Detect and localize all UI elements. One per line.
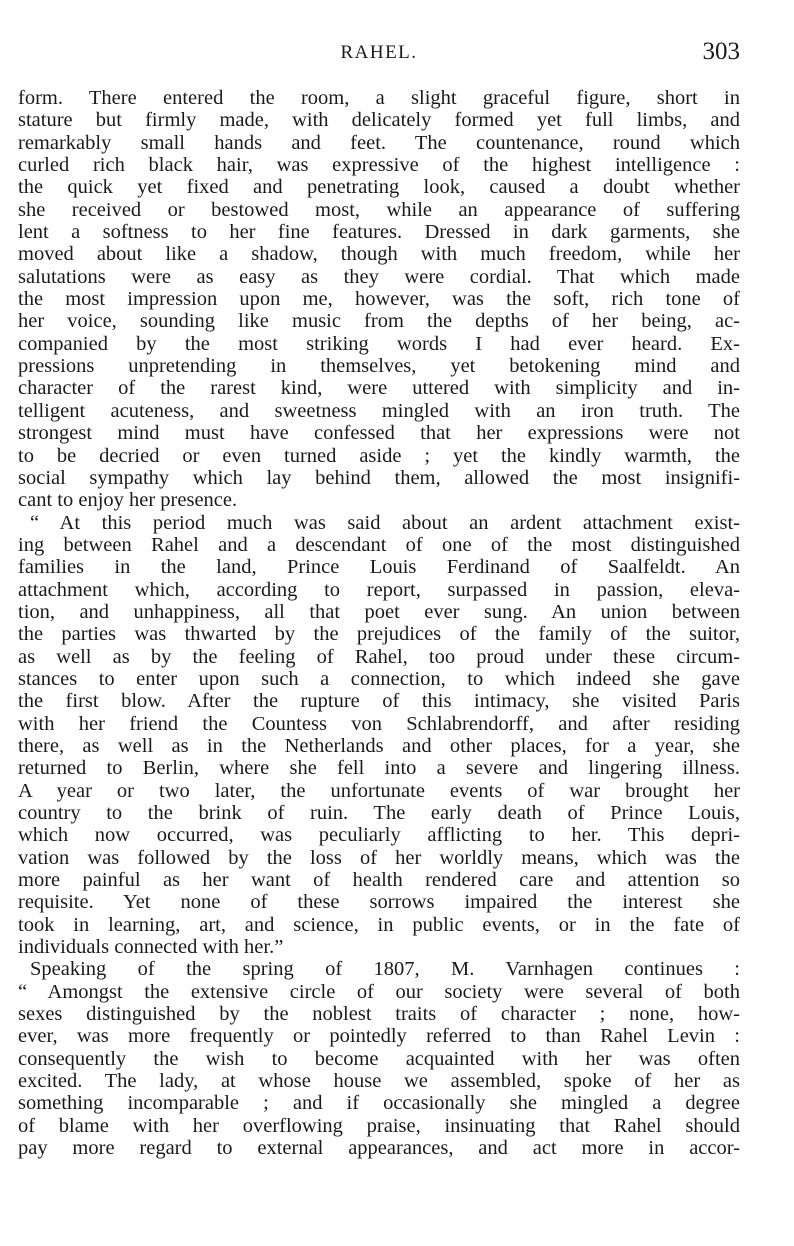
text-line: families in the land, Prince Louis Ferdinand of Saalfeldt. An [18, 556, 740, 579]
text-line: ing between Rahel and a descendant of one of the most distinguished [18, 533, 740, 556]
text-line: ever, was more frequently or pointedly referred to than Rahel Levin : [18, 1025, 740, 1048]
text-line: “ Amongst the extensive circle of our society were several of both [18, 980, 740, 1003]
text-line: the most impression upon me, however, was the soft, rich tone of [18, 288, 740, 311]
text-line: consequently the wish to become acquainted with her was often [18, 1047, 740, 1070]
text-line: took in learning, art, and science, in public events, or in the fate of [18, 913, 740, 936]
text-line: there, as well as in the Netherlands and other places, for a year, she [18, 734, 740, 757]
text-line: to be decried or even turned aside ; yet the kindly warmth, the [18, 444, 740, 467]
text-line: something incomparable ; and if occasionally she mingled a degree [18, 1092, 740, 1115]
text-line: “ At this period much was said about an ardent attachment exist- [30, 511, 740, 534]
text-line: stature but firmly made, with delicately formed yet full limbs, and [18, 109, 740, 132]
running-title: RAHEL. [340, 42, 418, 63]
text-line: the first blow. After the rupture of this intimacy, she visited Paris [18, 690, 740, 713]
text-line: attachment which, according to report, surpassed in passion, eleva- [18, 578, 740, 601]
text-line: country to the brink of ruin. The early death of Prince Louis, [18, 802, 740, 824]
text-line: curled rich black hair, was expressive of the highest intelligence : [18, 154, 740, 177]
text-line: which now occurred, was peculiarly afflicting to her. This depri- [18, 824, 740, 847]
text-line: more painful as her want of health rendered care and attention so [18, 869, 740, 892]
text-line: companied by the most striking words I had ever heard. Ex- [18, 332, 740, 355]
text-line: cant to enjoy her presence. [18, 489, 238, 512]
text-line: remarkably small hands and feet. The countenance, round which [18, 131, 740, 154]
text-line: vation was followed by the loss of her worldly means, which was the [18, 846, 740, 869]
text-line: with her friend the Countess von Schlabrendorff, and after residing [18, 712, 740, 735]
text-line: the parties was thwarted by the prejudices of the family of the suitor, [18, 623, 740, 646]
text-line: her voice, sounding like music from the depths of her being, ac- [18, 310, 740, 333]
text-line: character of the rarest kind, were uttered with simplicity and in- [18, 377, 740, 400]
text-line: returned to Berlin, where she fell into a severe and lingering illness. [18, 757, 740, 780]
text-line: strongest mind must have confessed that her expressions were not [18, 422, 740, 445]
text-line: moved about like a shadow, though with much freedom, while her [18, 243, 740, 266]
text-line: salutations were as easy as they were cordial. That which made [18, 265, 740, 288]
page-number: 303 [702, 38, 740, 65]
text-line: stances to enter upon such a connection, to which indeed she gave [18, 667, 740, 690]
text-line: the quick yet fixed and penetrating look, caused a doubt whether [18, 176, 740, 199]
text-line: pay more regard to external appearances, and act more in accor- [18, 1137, 740, 1160]
text-line: Speaking of the spring of 1807, M. Varnhagen continues : [30, 958, 740, 981]
text-line: excited. The lady, at whose house we assembled, spoke of her as [18, 1070, 740, 1093]
text-line: as well as by the feeling of Rahel, too proud under these circum- [18, 645, 740, 668]
text-line: she received or bestowed most, while an appearance of suffering [18, 198, 740, 221]
text-line: individuals connected with her.” [18, 936, 284, 959]
running-head [18, 38, 740, 66]
text-line: pressions unpretending in themselves, yet betokening mind and [18, 355, 740, 378]
text-line: telligent acuteness, and sweetness mingled with an iron truth. The [18, 399, 740, 422]
text-line: tion, and unhappiness, all that poet ever sung. An union between [18, 600, 740, 623]
text-line: requisite. Yet none of these sorrows impaired the interest she [18, 891, 740, 914]
text-line: sexes distinguished by the noblest traits of character ; none, how- [18, 1003, 740, 1026]
text-line: lent a softness to her fine features. Dressed in dark garments, she [18, 221, 740, 244]
text-line: form. There entered the room, a slight graceful figure, short in [18, 87, 740, 109]
text-line: A year or two later, the unfortunate events of war brought her [18, 779, 740, 802]
body-text [18, 87, 740, 1160]
text-line: social sympathy which lay behind them, allowed the most insignifi- [18, 466, 740, 489]
text-line: of blame with her overflowing praise, insinuating that Rahel should [18, 1114, 740, 1137]
